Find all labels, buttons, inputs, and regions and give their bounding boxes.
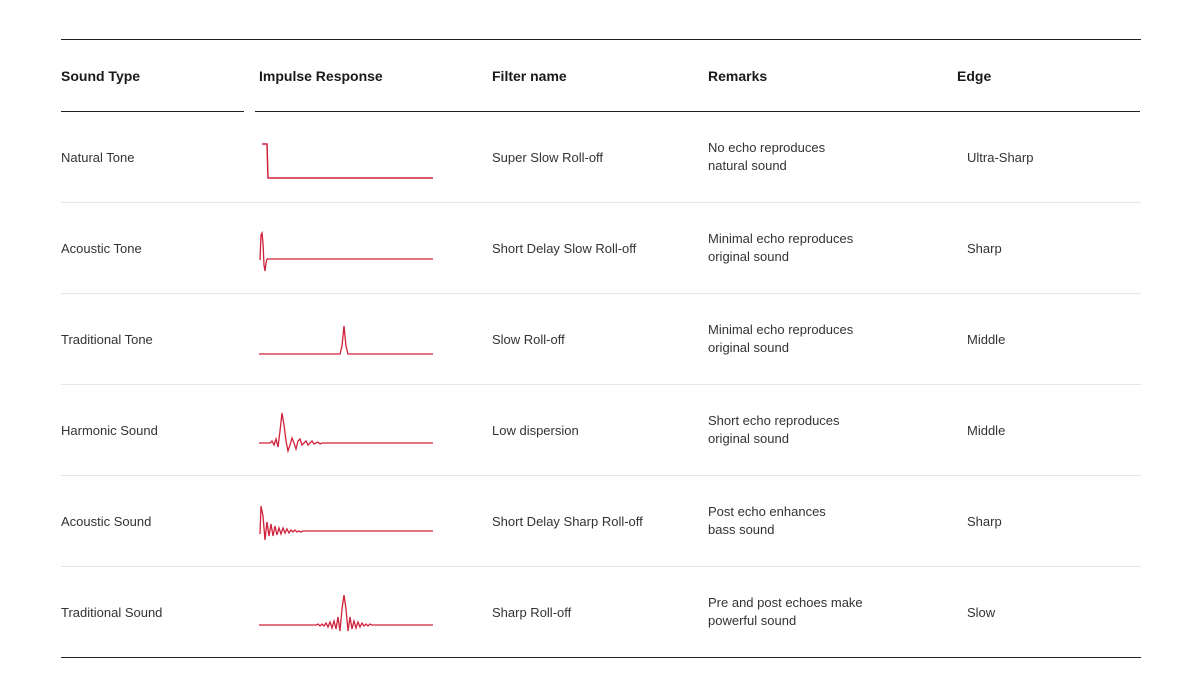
short-delay-slow-waveform-icon (258, 203, 433, 293)
header-sound-type: Sound Type (61, 68, 141, 84)
table-row (61, 385, 1141, 476)
edge-cell: Slow (967, 604, 996, 620)
remarks-cell: No echo reproduces natural sound (708, 140, 826, 173)
remarks-cell: Minimal echo reproduces original sound (708, 231, 854, 264)
filter-name-cell: Slow Roll-off (492, 331, 565, 347)
filter-name-cell: Super Slow Roll-off (492, 149, 604, 165)
edge-cell: Sharp (967, 513, 1002, 529)
sound-type-cell: Traditional Sound (61, 604, 163, 620)
sound-type-cell: Acoustic Sound (61, 513, 152, 529)
sound-type-cell: Natural Tone (61, 149, 135, 165)
edge-cell: Sharp (967, 240, 1002, 256)
sound-type-cell: Acoustic Tone (61, 240, 142, 256)
remarks-cell: Short echo reproduces original sound (708, 413, 840, 446)
remarks-cell: Minimal echo reproduces original sound (708, 322, 854, 355)
table-row (61, 476, 1141, 567)
header-impulse-response: Impulse Response (259, 68, 383, 84)
centered-spike-waveform-icon (258, 294, 433, 384)
table-row (61, 112, 1141, 203)
sound-type-cell: Harmonic Sound (61, 422, 158, 438)
filter-name-cell: Low dispersion (492, 422, 579, 438)
table-bottom-rule (61, 657, 1141, 658)
header-filter-name: Filter name (492, 68, 567, 84)
filter-name-cell: Short Delay Sharp Roll-off (492, 513, 643, 529)
header-remarks: Remarks (708, 68, 768, 84)
edge-cell: Middle (967, 331, 1006, 347)
header-edge: Edge (957, 68, 992, 84)
filter-name-cell: Sharp Roll-off (492, 604, 572, 620)
edge-cell: Middle (967, 422, 1006, 438)
sharp-rolloff-waveform-icon (258, 567, 433, 657)
edge-cell: Ultra-Sharp (967, 149, 1034, 165)
filter-name-cell: Short Delay Slow Roll-off (492, 240, 637, 256)
short-delay-sharp-waveform-icon (258, 476, 433, 566)
sound-type-cell: Traditional Tone (61, 331, 153, 347)
table-row (61, 203, 1141, 294)
low-dispersion-waveform-icon (258, 385, 433, 475)
table-header (61, 40, 1141, 111)
table-row (61, 294, 1141, 385)
step-decay-waveform-icon (258, 112, 433, 202)
remarks-cell: Post echo enhances bass sound (708, 504, 826, 537)
remarks-cell: Pre and post echoes make powerful sound (708, 595, 863, 628)
table-row (61, 567, 1141, 658)
